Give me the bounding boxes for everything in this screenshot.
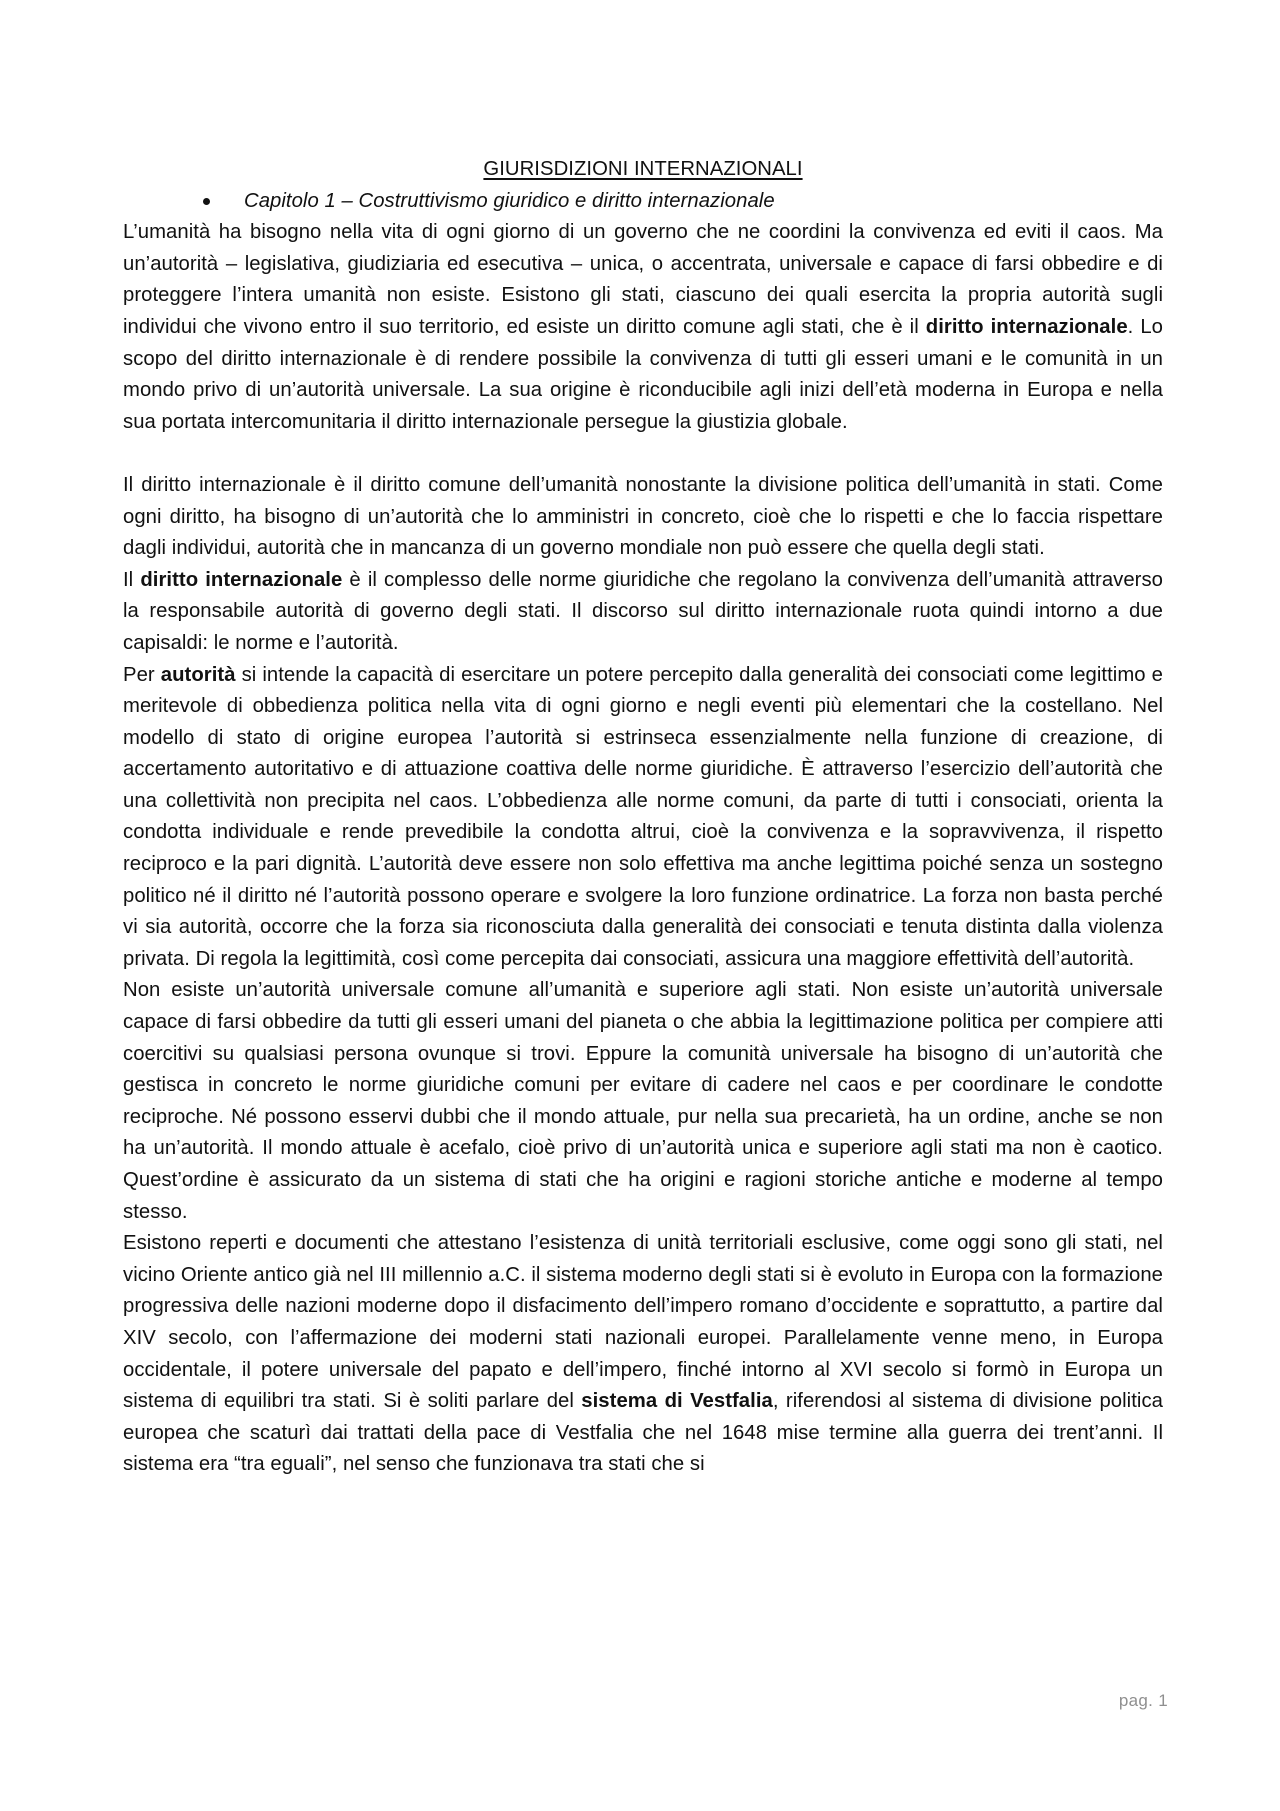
document-body [123,217,1163,1481]
text-segment: , riferendosi al sistema di divisione politica europea che scaturì dai trattati della pace di Vestfalia che nel 1648 mise termine alla guerra dei trent’anni. Il sistema era “tra eguali”, nel senso che funzionava tra stati che si [123,1390,1163,1476]
text-segment: Per [123,663,161,686]
text-segment: Il [123,568,141,591]
text-segment: Il diritto internazionale è il diritto comune dell’umanità nonostante la divisione politica dell’umanità in stati. Come ogni diritto, ha bisogno di un’autorità che lo amministri in concreto, cioè che lo rispetti e che lo faccia rispettare dagli individui, autorità che in mancanza di un governo mondiale non può essere che quella degli stati. [123,473,1163,560]
text-segment: si intende la capacità di esercitare un potere percepito dalla generalità dei consociati come legittimo e meritevole di obbedienza politica nella vita di ogni giorno e negli eventi più elementari che la costellano. Nel modello di stato di origine europea l’autorità si estrinseca essenzialmente nella funzione di creazione, di accertamento autoritativo e di attuazione coattiva delle norme giuridiche. È attraverso l’esercizio dell’autorità che una collettività non precipita nel caos. L’obbedienza alle norme comuni, da parte di tutti i consociati, orienta la condotta individuale e rende prevedibile la condotta altrui, cioè la convivenza e la sopravvivenza, il rispetto reciproco e la pari dignità. L’autorità deve essere non solo effettiva ma anche legittima poiché senza un sostegno politico né il diritto né l’autorità possono operare e svolgere la loro funzione ordinatrice. La forza non basta perché vi sia autorità, occorre che la forza sia riconosciuta dalla generalità dei consociati e tenuta distinta dalla violenza privata. Di regola la legittimità, così come percepita dai consociati, assicura una maggiore effettività dell’autorità. [123,663,1163,970]
paragraph [123,660,1163,976]
text-segment: Esistono reperti e documenti che attestano l’esistenza di unità territoriali esclusive, come oggi sono gli stati, nel vicino Oriente antico già nel III millennio a.C. il sistema moderno degli stati si è evoluto in Europa con la formazione progressiva delle nazioni moderne dopo il disfacimento dell’impero romano d’occidente e soprattutto, a partire dal XIV secolo, con l’affermazione dei moderni stati nazionali europei. Parallelamente venne meno, in Europa occidentale, il potere universale del papato e dell’impero, finché intorno al XVI secolo si formò in Europa un sistema di equilibri tra stati. Si è soliti parlare del [123,1232,1163,1413]
paragraph [123,217,1163,438]
paragraph [123,470,1163,565]
paragraph-spacer [123,438,1163,470]
paragraph [123,565,1163,660]
chapter-heading-text: Capitolo 1 – Costruttivismo giuridico e diritto internazionale [244,189,775,212]
paragraph [123,975,1163,1228]
bold-term: diritto internazionale [140,568,343,591]
bullet-icon [203,198,210,205]
chapter-heading [203,186,1163,218]
bold-term: sistema di Vestfalia [581,1390,773,1413]
bold-term: autorità [160,663,236,686]
document-page [123,154,1163,1481]
text-segment: L’umanità ha bisogno nella vita di ogni giorno di un governo che ne coordini la convivenza ed eviti il caos. Ma un’autorità – legislativa, giudiziaria ed esecutiva – unica, o accentrata, universale e capace di farsi obbedire e di proteggere l’intera umanità non esiste. Esistono gli stati, ciascuno dei quali esercita la propria autorità sugli individui che vivono entro il suo territorio, ed esiste un diritto comune agli stati, che è il [123,221,1163,338]
document-title: GIURISDIZIONI INTERNAZIONALI [483,158,803,180]
page-number: pag. 1 [1118,1691,1168,1710]
text-segment: è il complesso delle norme giuridiche che regolano la convivenza dell’umanità attraverso la responsabile autorità di governo degli stati. Il discorso sul diritto internazionale ruota quindi intorno a due capisaldi: le norme e l’autorità. [123,568,1163,654]
paragraph [123,1228,1163,1481]
text-segment: . Lo scopo del diritto internazionale è di rendere possibile la convivenza di tutti gli esseri umani e le comunità in un mondo privo di un’autorità universale. La sua origine è riconducibile agli inizi dell’età moderna in Europa e nella sua portata intercomunitaria il diritto internazionale persegue la giustizia globale. [123,315,1164,433]
text-segment: Non esiste un’autorità universale comune all’umanità e superiore agli stati. Non esiste un’autorità universale capace di farsi obbedire da tutti gli esseri umani del pianeta o che abbia la legittimazione politica per compiere atti coercitivi su qualsiasi persona ovunque si trovi. Eppure la comunità universale ha bisogno di un’autorità che gestisca in concreto le norme giuridiche comuni per evitare di cadere nel caos e per coordinare le condotte reciproche. Né possono esservi dubbi che il mondo attuale, pur nella sua precarietà, ha un ordine, anche se non ha un’autorità. Il mondo attuale è acefalo, cioè privo di un’autorità unica e superiore agli stati ma non è caotico. Quest’ordine è assicurato da un sistema di stati che ha origini e ragioni storiche antiche e moderne al tempo stesso. [123,979,1163,1223]
bold-term: diritto internazionale [925,315,1128,338]
